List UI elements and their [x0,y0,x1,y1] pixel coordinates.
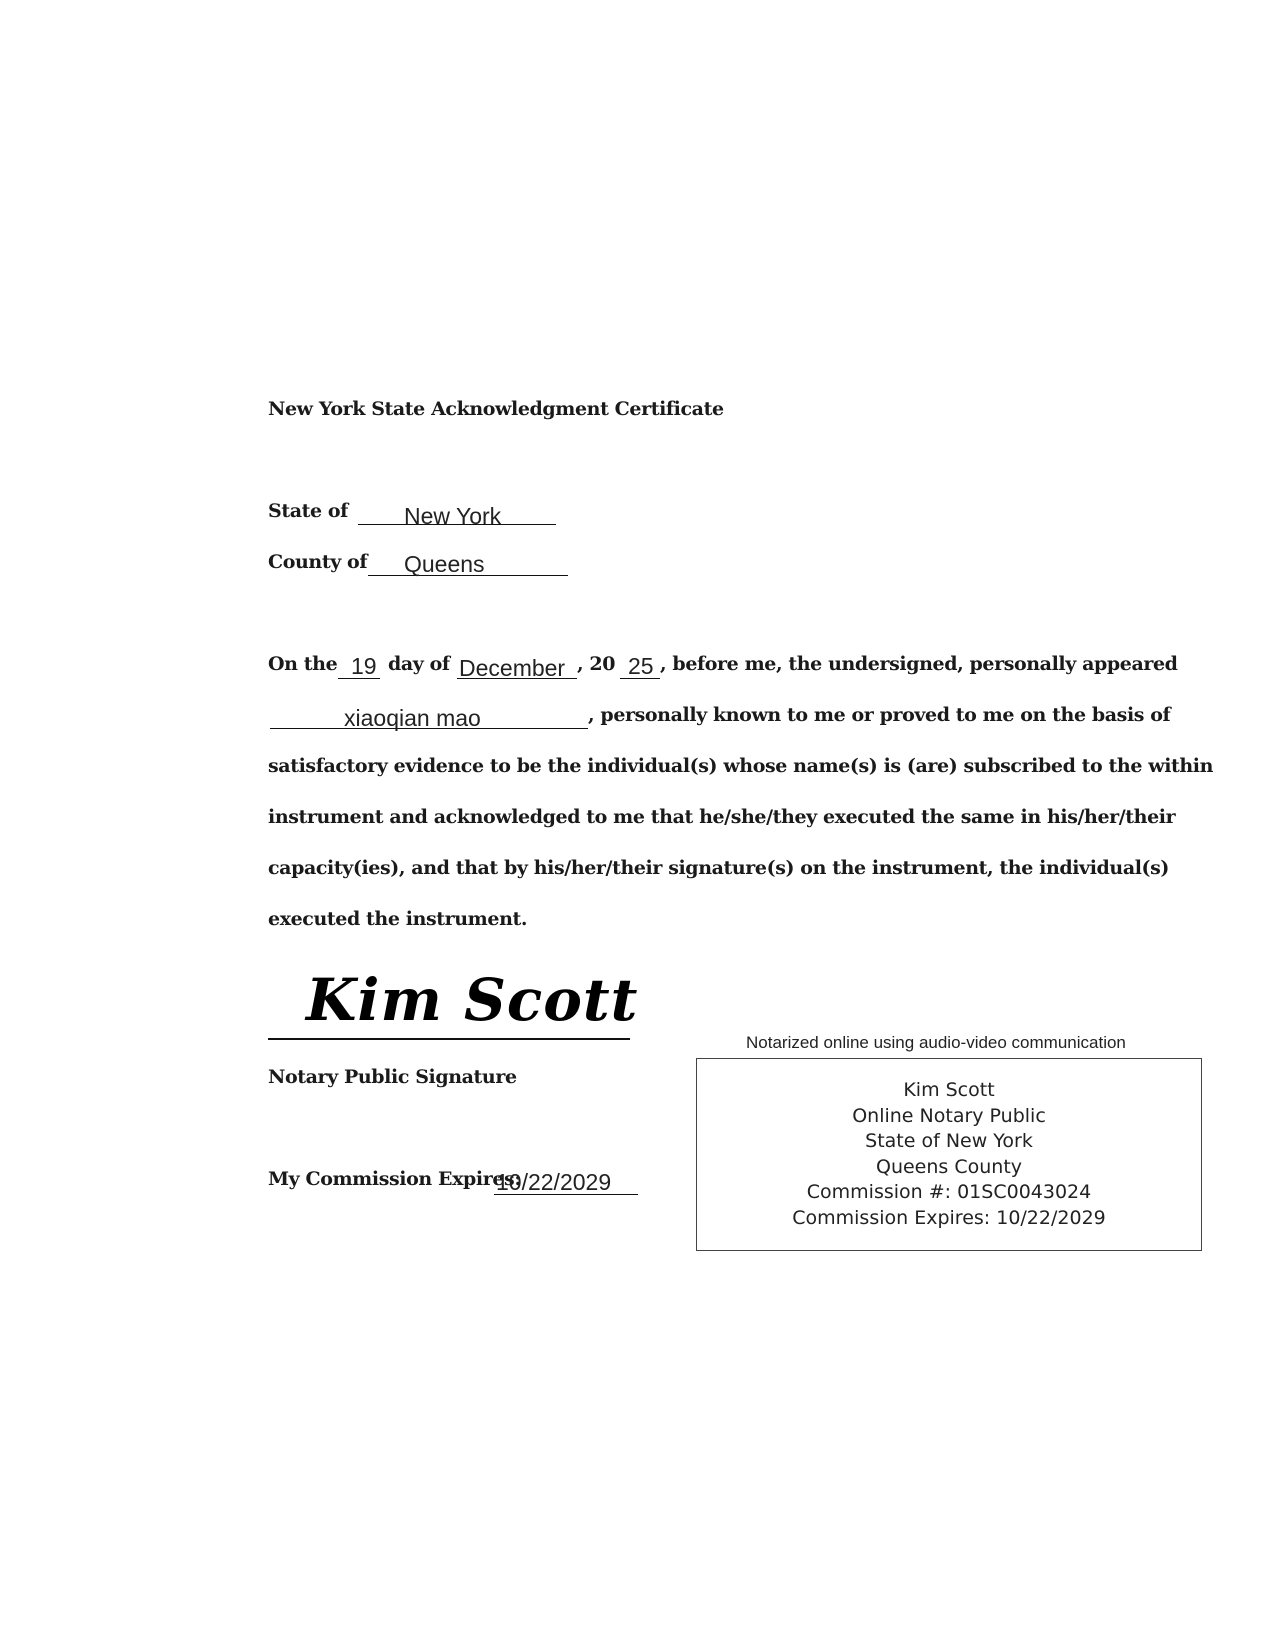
document-title: New York State Acknowledgment Certificate [268,398,724,420]
signature-label: Notary Public Signature [268,1066,517,1088]
body-line-6: executed the instrument. [268,908,528,930]
body-line-3: satisfactory evidence to be the individual(s) whose name(s) is (are) subscribed to the within [268,755,1214,777]
day-of-text: day of [388,653,450,675]
commission-value: 10/22/2029 [496,1169,612,1195]
state-label: State of [268,500,348,522]
stamp-line-state: State of New York [865,1130,1033,1152]
commission-label: My Commission Expires: [268,1168,521,1190]
comma-20-text: , 20 [577,653,616,675]
personally-known-text: , personally known to me or proved to me on the basis of [588,704,1171,726]
stamp-line-commission-expires: Commission Expires: 10/22/2029 [792,1206,1106,1229]
notary-signature: Kim Scott [306,966,639,1034]
stamp-line-name: Kim Scott [903,1079,995,1101]
county-label: County of [268,551,368,573]
county-value: Queens [404,551,485,577]
body-line-4: instrument and acknowledged to me that he/she/they executed the same in his/her/their [268,806,1176,828]
stamp-caption: Notarized online using audio-video communication [746,1033,1126,1052]
on-the-text: On the [268,653,338,675]
stamp-line-title: Online Notary Public [852,1104,1046,1127]
day-value: 19 [351,653,377,679]
body-line-5: capacity(ies), and that by his/her/their signature(s) on the instrument, the individual(s) [268,857,1170,879]
signature-underline [268,1038,630,1040]
state-value: New York [404,503,502,529]
year-value: 25 [628,653,654,679]
month-value: December [459,655,566,681]
appearer-name: xiaoqian mao [344,705,481,731]
before-me-text: , before me, the undersigned, personally appeared [660,653,1178,675]
stamp-line-county: Queens County [875,1155,1023,1178]
stamp-line-commission-number: Commission #: 01SC0043024 [806,1181,1092,1203]
notary-stamp [696,1058,1202,1251]
